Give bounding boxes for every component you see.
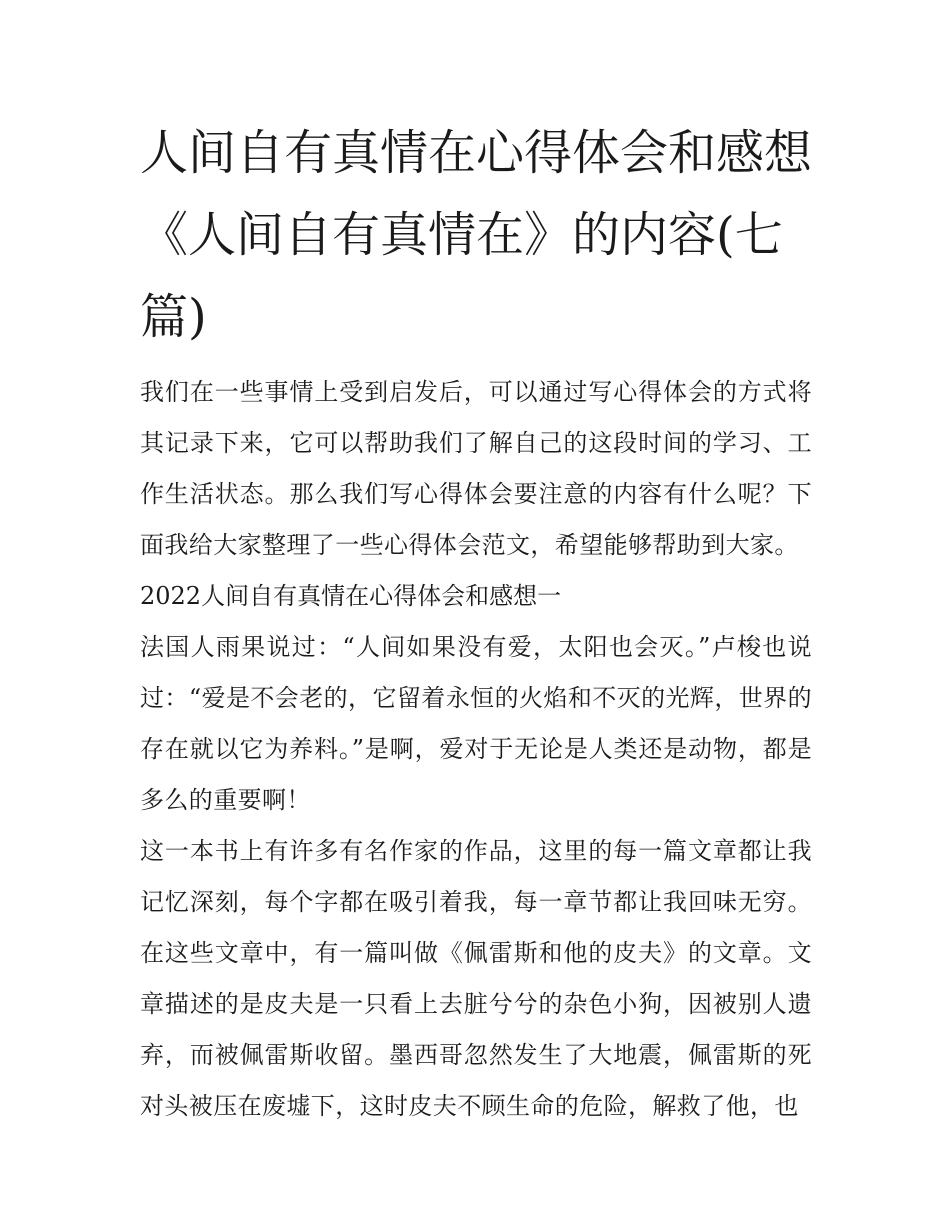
- body-paragraph-1: 法国人雨果说过：“人间如果没有爱，太阳也会灭。”卢梭也说过：“爱是不会老的，它留着永恒的火焰和不灭的光辉，世界的存在就以它为养料。”是啊，爱对于无论是人类还是动物，都是多么的重要啊！: [140, 633, 812, 814]
- body-paragraph-2: 这一本书上有许多有名作家的作品，这里的每一篇文章都让我记忆深刻，每个字都在吸引着我，每一章节都让我回味无穷。在这些文章中，有一篇叫做《佩雷斯和他的皮夫》的文章。文章描述的是皮夫是一只看上去脏兮兮的杂色小狗，因被别人遗弃，而被佩雷斯收留。墨西哥忽然发生了大地震，佩雷斯的死对头被压在废墟下，这时皮夫不顾生命的危险，解救了他，也: [140, 837, 812, 1120]
- document-title: 人间自有真情在心得体会和感想 《人间自有真情在》的内容(七篇): [140, 125, 813, 345]
- section-heading: 2022人间自有真情在心得体会和感想一: [140, 582, 562, 610]
- intro-paragraph: 我们在一些事情上受到启发后，可以通过写心得体会的方式将其记录下来，它可以帮助我们了解自己的这段时间的学习、工作生活状态。那么我们写心得体会要注意的内容有什么呢？下面我给大家整理了一些心得体会范文，希望能够帮助到大家。: [140, 378, 812, 559]
- document-body: [140, 112, 812, 1132]
